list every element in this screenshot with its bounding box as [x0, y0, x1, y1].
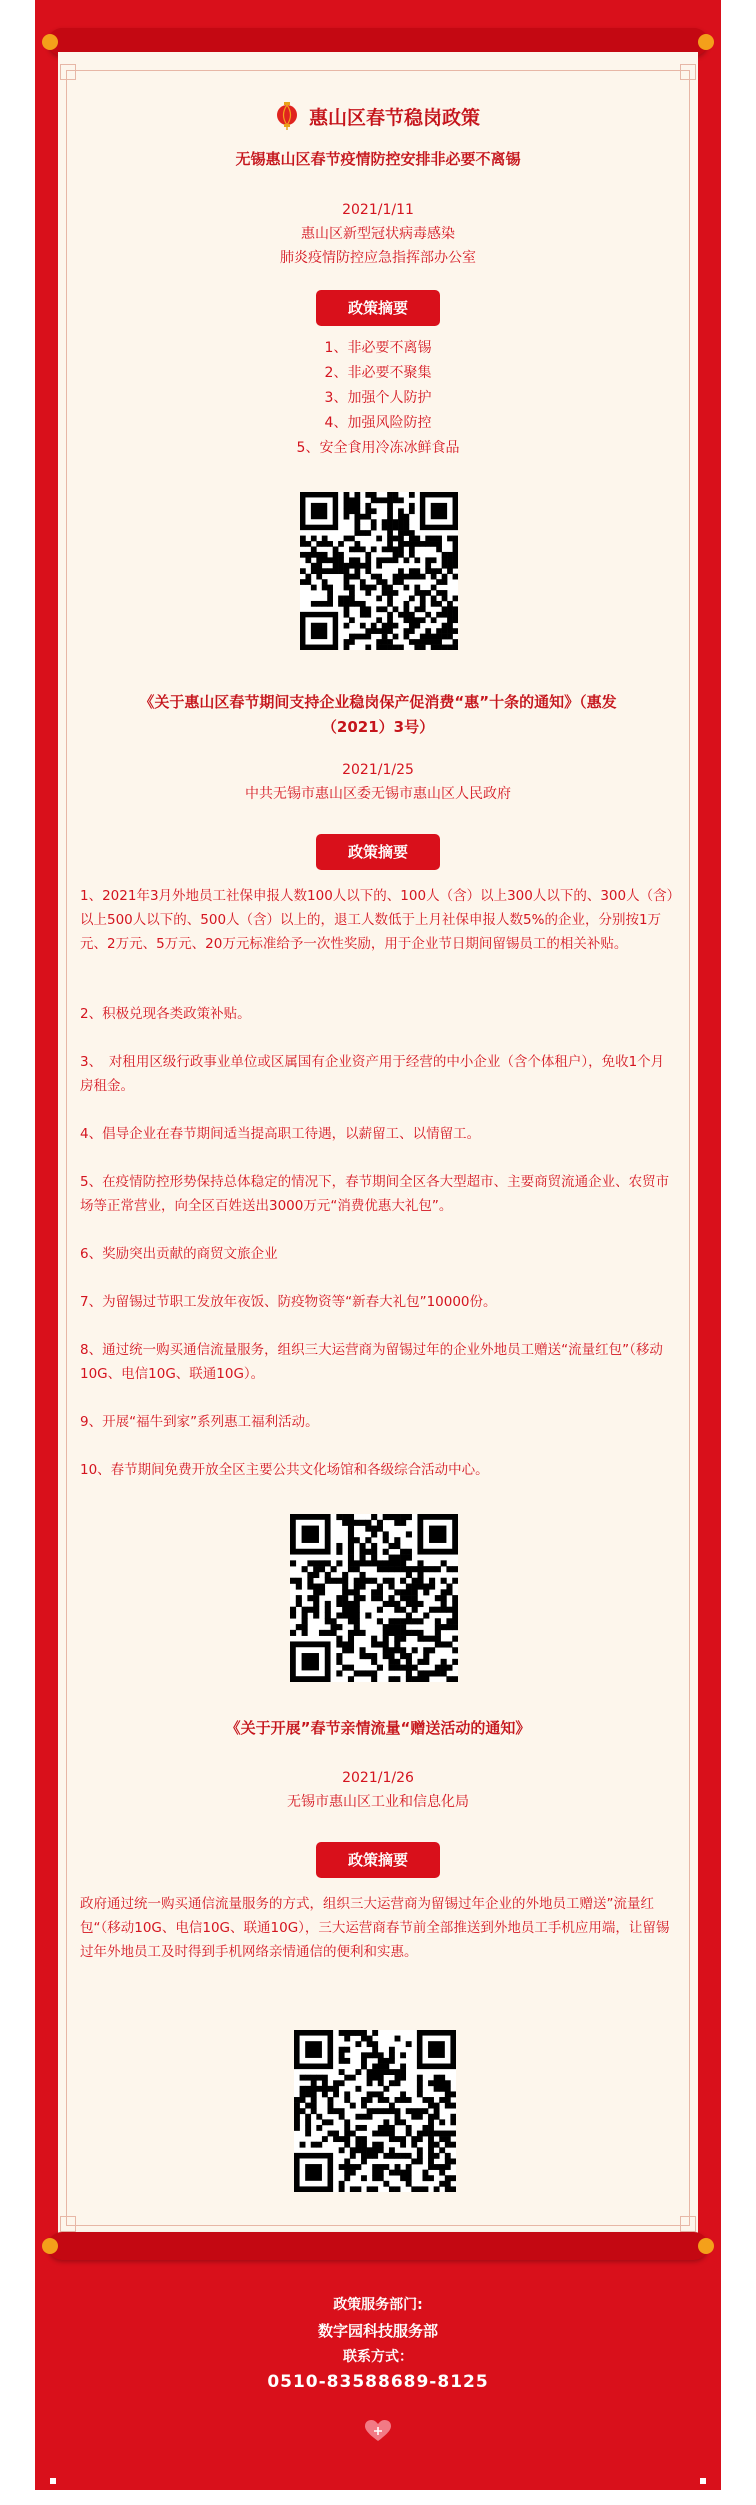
section2-paragraph: 4、倡导企业在春节期间适当提高职工待遇，以薪留工、以情留工。 [80, 1126, 481, 1142]
knob-icon [698, 34, 714, 50]
policy-summary-badge: 政策摘要 [316, 834, 440, 870]
list-item: 2、非必要不聚集 [324, 365, 432, 381]
qr-code[interactable] [290, 1514, 458, 1682]
page-title: 惠山区春节稳岗政策 [309, 106, 481, 129]
section2-doc-title: 《关于惠山区春节期间支持企业稳岗保产促消费“惠”十条的通知》（惠发（2021）3号） [139, 693, 617, 736]
knob-icon [42, 2238, 58, 2254]
corner-ornament [680, 64, 696, 80]
scroll-rod-bottom [48, 2232, 708, 2260]
section2-date: 2021/1/25 [342, 762, 414, 778]
section2-paragraph: 6、奖励突出贡献的商贸文旅企业 [80, 1246, 278, 1262]
section1-summary-list [58, 336, 698, 461]
section2-issuer: 中共无锡市惠山区委无锡市惠山区人民政府 [245, 786, 511, 802]
footer-phone[interactable]: 0510-83588689-8125 [267, 2372, 489, 2392]
section2-paragraph: 7、为留锡过节职工发放年夜饭、防疫物资等“新春大礼包”10000份。 [80, 1294, 497, 1310]
section3-date: 2021/1/26 [342, 1770, 414, 1786]
corner-ornament [60, 2216, 76, 2232]
corner-dot [50, 2478, 56, 2484]
list-item: 1、非必要不离锡 [324, 340, 432, 356]
heart-icon [365, 2420, 391, 2442]
section2-paragraph: 10、春节期间免费开放全区主要公共文化场馆和各级综合活动中心。 [80, 1462, 489, 1478]
list-item: 5、安全食用冷冻冰鲜食品 [296, 440, 460, 456]
section2-paragraph: 1、2021年3月外地员工社保申报人数100人以下的、100人（含）以上300人以下的、300人（含）以上500人以下的、500人（含）以上的，退工人数低于上月社保申报人数5%的企业，分别按1万元、2万元、5万元、20万元标准给予一次性奖励，用于企业节日期间留锡员工的相关补贴。 [80, 888, 674, 952]
section2-paragraph: 3、 对租用区级行政事业单位或区属国有企业资产用于经营的中小企业（含个体租户），免收1个月房租金。 [80, 1054, 665, 1094]
policy-summary-badge: 政策摘要 [316, 1842, 440, 1878]
policy-summary-badge: 政策摘要 [316, 290, 440, 326]
corner-ornament [60, 64, 76, 80]
section3-doc-title: 《关于开展”春节亲情流量“赠送活动的通知》 [225, 1719, 531, 1737]
corner-dot [700, 2478, 706, 2484]
footer-dept-label: 政策服务部门: [333, 2297, 423, 2313]
knob-icon [698, 2238, 714, 2254]
knob-icon [42, 34, 58, 50]
section2-paragraph: 9、开展“福牛到家”系列惠工福利活动。 [80, 1414, 319, 1430]
footer-dept: 数字园科技服务部 [317, 2322, 438, 2340]
qr-code[interactable] [300, 492, 458, 650]
lantern-icon [276, 102, 298, 130]
qr-code[interactable] [294, 2030, 456, 2192]
list-item: 4、加强风险防控 [324, 415, 432, 431]
policy-paper [58, 52, 698, 2244]
footer-contact-label: 联系方式： [343, 2349, 413, 2365]
section1-date: 2021/1/11 [342, 202, 414, 218]
section1-issuer: 惠山区新型冠状病毒感染 [301, 226, 455, 242]
page-title-row [58, 102, 698, 130]
section2-paragraph: 8、通过统一购买通信流量服务，组织三大运营商为留锡过年的企业外地员工赠送“流量红包”（移动10G、电信10G、联通10G）。 [80, 1342, 663, 1382]
section2-paragraph: 2、积极兑现各类政策补贴。 [80, 1006, 251, 1022]
section1-subtitle: 无锡惠山区春节疫情防控安排非必要不离锡 [235, 150, 521, 168]
section3-issuer: 无锡市惠山区工业和信息化局 [287, 1794, 469, 1810]
section3-paragraph: 政府通过统一购买通信流量服务的方式，组织三大运营商为留锡过年企业的外地员工赠送”流量红包“（移动10G、电信10G、联通10G），三大运营商春节前全部推送到外地员工手机应用端，让留锡过年外地员工及时得到手机网络亲情通信的便利和实惠。 [80, 1896, 670, 1960]
section1-issuer: 肺炎疫情防控应急指挥部办公室 [280, 250, 476, 266]
corner-ornament [680, 2216, 696, 2232]
list-item: 3、加强个人防护 [324, 390, 432, 406]
section2-paragraph: 5、在疫情防控形势保持总体稳定的情况下，春节期间全区各大型超市、主要商贸流通企业、农贸市场等正常营业，向全区百姓送出3000万元“消费优惠大礼包”。 [80, 1174, 670, 1214]
